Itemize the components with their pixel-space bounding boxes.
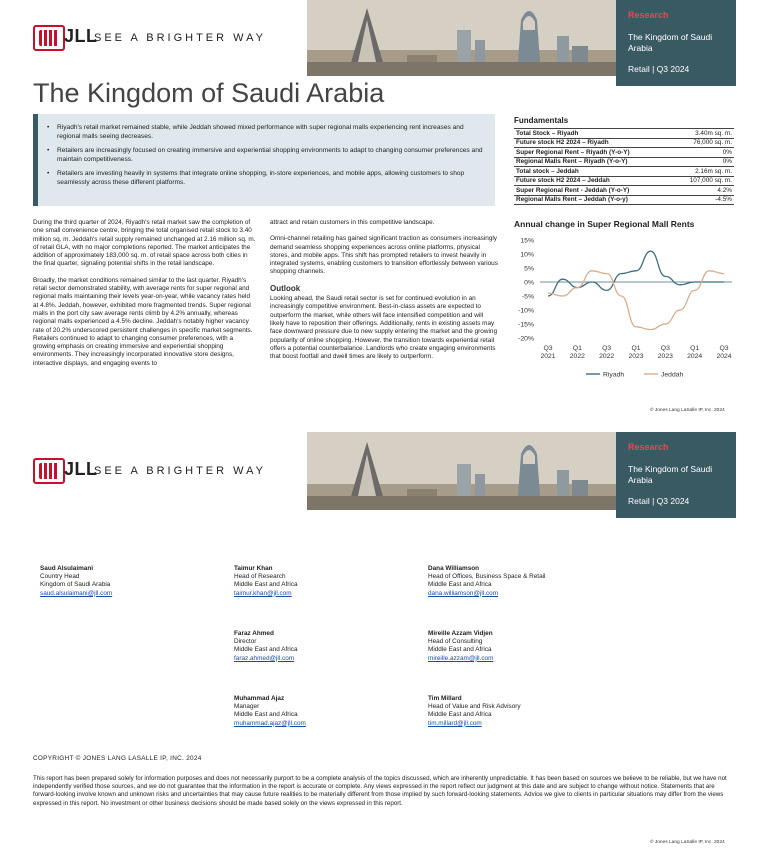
report-label-box [616, 432, 736, 518]
fundamentals-label: Future stock H2 2024 – Riyadh [514, 138, 672, 148]
riyadh-skyline-photo [307, 0, 616, 76]
contact-card: Mireille Azzam Vidjen Head of Consulting Middle East and Africa mireille.azzam@jll.com [428, 630, 618, 663]
fundamentals-row [514, 129, 734, 139]
y-tick-label: -10% [518, 307, 534, 315]
report-subtitle: The Kingdom of Saudi Arabia [628, 464, 713, 485]
fundamentals-value: 3.40m sq. m. [672, 129, 734, 139]
contact-card: Muhammad Ajaz Manager Middle East and Africa muhammad.ajaz@jll.com [234, 695, 424, 728]
x-tick-label: Q3 [660, 345, 670, 352]
report-edition: Retail | Q3 2024 [628, 64, 690, 74]
summary-point: • Retailers are increasingly focused on creating immersive and experiential shopping environments to adapt to changing consumer preferences and maintain competitiveness. [57, 147, 487, 164]
x-tick-label: 2022 [569, 353, 585, 360]
disclaimer-text: This report has been prepared solely for information purposes and does not necessarily purport to be a complete analysis of the topics discussed, which are inherently unpredictable. It has been based on sources we believe to be reliable, but we have not independently verified those sources, and we do not guarantee that the information in the report is accurate or complete. Any views expressed in the report reflect our judgment at this date and are subject to change without notice. Statements that are forward-looking involve known and unknown risks and uncertainties that may cause future realities to be materially different from those implied by such forward-looking statements. Advice we give to clients in particular situations may differ from the views expressed in this report. No investment or other business decisions should be made based solely on the views expressed in this report. [33, 775, 727, 807]
fundamentals-value: 0% [672, 148, 734, 158]
copyright-note: © Jones Lang LaSalle IP, Inc. 2024 [650, 408, 725, 413]
x-tick-label: Q3 [602, 345, 612, 352]
contact-email-link[interactable]: taimur.khan@jll.com [234, 589, 292, 597]
x-tick-label: 2023 [628, 353, 644, 360]
fundamentals-label: Future stock H2 2024 – Jeddah [514, 176, 672, 186]
contact-email-link[interactable]: muhammad.ajaz@jll.com [234, 719, 306, 727]
body-paragraph: During the third quarter of 2024, Riyadh's retail market saw the completion of one small convenience centre, bringing the total organised retail stock to 3.40 million sq. m. Jeddah's retail supply remained unchanged at 2.16 million sq. m. of retail GLA, with no major completions reported. The market anticipates the addition of approximately 183,000 sq. m. of retail space across both cities in the final quarter, signaling potential shifts in the retail landscape. [33, 219, 256, 268]
copyright-note: © Jones Lang LaSalle IP, Inc. 2024 [650, 840, 725, 845]
fundamentals-value: 2.16m sq. m. [672, 167, 734, 177]
contact-card: Dana Williamson Head of Offices, Business Space & Retail Middle East and Africa dana.williamson@jll.com [428, 565, 618, 598]
fundamentals-label: Total Stock – Riyadh [514, 129, 672, 139]
y-tick-label: 15% [520, 237, 534, 245]
contact-email-link[interactable]: saud.alsulaimani@jll.com [40, 589, 113, 597]
legend-label: Jeddah [661, 371, 684, 379]
x-tick-label: 2023 [657, 353, 673, 360]
tagline: SEE A BRIGHTER WAY [94, 465, 266, 477]
chart-title: Annual change in Super Regional Mall Rents [514, 219, 695, 229]
y-tick-label: -20% [518, 335, 534, 343]
copyright-heading: COPYRIGHT © JONES LANG LASALLE IP, INC. 2024 [33, 755, 202, 762]
report-label-box [616, 0, 736, 86]
logo-text: JLL [64, 459, 98, 479]
fundamentals-value: 107,000 sq. m. [672, 176, 734, 186]
body-column-2 [270, 219, 498, 369]
fundamentals-row [514, 186, 734, 196]
contact-email-link[interactable]: tim.millard@jll.com [428, 719, 482, 727]
fundamentals-value: 76,000 sq. m. [672, 138, 734, 148]
x-tick-label: Q3 [719, 345, 729, 352]
body-paragraph: Broadly, the market conditions remained similar to the last quarter. Riyadh's retail sector demonstrated stability, with average rents for super regional and regional malls maintaining their levels year-on-year, while vacancy rates held at 4.8%. Jeddah, however, exhibited more fragmented trends. Super regional malls in the port city saw average rents climb by 4.2% annually, whereas regional malls experienced a 4.5% decline. Jeddah's notably higher vacancy rate of 20.2% underscored persistent challenges in specific market segments. Retailers continued to adapt to changing consumer preferences, with a growing emphasis on creating immersive and experiential shopping environments. They increasingly incorporated innovative store designs, interactive displays, and engaging events to [33, 276, 253, 367]
fundamentals-label: Super Regional Rent - Jeddah (Y-o-Y) [514, 186, 672, 196]
summary-box [33, 114, 495, 206]
fundamentals-row [514, 148, 734, 158]
report-edition: Retail | Q3 2024 [628, 496, 690, 506]
rent-change-chart [508, 230, 740, 388]
y-tick-label: -15% [518, 321, 534, 329]
fundamentals-value: 4.2% [672, 186, 734, 196]
fundamentals-row [514, 176, 734, 186]
x-tick-label: 2021 [540, 353, 556, 360]
contact-card: Faraz Ahmed Director Middle East and Africa faraz.ahmed@jll.com [234, 630, 424, 663]
riyadh-skyline-photo [307, 432, 616, 510]
page-title: The Kingdom of Saudi Arabia [33, 78, 385, 108]
contact-card: Tim Millard Head of Value and Risk Advisory Middle East and Africa tim.millard@jll.com [428, 695, 618, 728]
contact-email-link[interactable]: faraz.ahmed@jll.com [234, 654, 295, 662]
x-tick-label: 2022 [599, 353, 615, 360]
contact-email-link[interactable]: dana.williamson@jll.com [428, 589, 499, 597]
logo-text: JLL [64, 26, 98, 46]
x-tick-label: Q1 [690, 345, 700, 352]
contact-card: Taimur Khan Head of Research Middle East and Africa taimur.khan@jll.com [234, 565, 424, 598]
outlook-paragraph: Looking ahead, the Saudi retail sector is set for continued evolution in an increasingly competitive environment. Best-in-class assets are expected to outperform the market, while others will face intensified competition and will likely have to reposition their offerings. Additionally, rents in existing assets may face downward pressure due to new supply entering the market and the growing popularity of online shopping. However, the transition towards experiential retail offers a potential counterbalance. Landlords who create engaging environments that boost footfall and dwell times are likely to outperform. [270, 295, 498, 361]
fundamentals-row [514, 167, 734, 177]
series-line-jeddah [548, 271, 724, 330]
fundamentals-label: Regional Malls Rent – Riyadh (Y-o-Y) [514, 157, 672, 167]
y-tick-label: 0% [524, 279, 534, 287]
body-paragraph: Omni-channel retailing has gained significant traction as consumers increasingly demand seamless shopping experiences across online platforms, physical stores, and mobile apps. This shift has prompted retailers to invest heavily in integrated systems, enabling customers to transition effortlessly between various shopping channels. [270, 235, 498, 276]
fundamentals-value: -4.5% [672, 195, 734, 205]
fundamentals-value: 0% [672, 157, 734, 167]
x-tick-label: 2024 [687, 353, 703, 360]
summary-point: • Riyadh's retail market remained stable, while Jeddah showed mixed performance with super regional malls experiencing rent increases and regional malls seeing decreases. [57, 124, 487, 141]
section-label: Research [628, 10, 669, 20]
y-tick-label: 10% [520, 251, 534, 259]
fundamentals-label: Super Regional Rent – Riyadh (Y-o-Y) [514, 148, 672, 158]
y-tick-label: -5% [521, 293, 534, 301]
contact-card: Saud Alsulaimani Country Head Kingdom of Saudi Arabia saud.alsulaimani@jll.com [40, 565, 230, 598]
report-subtitle: The Kingdom of Saudi Arabia [628, 32, 713, 53]
legend-label: Riyadh [603, 371, 625, 379]
fundamentals-title: Fundamentals [514, 116, 569, 125]
fundamentals-row [514, 138, 734, 148]
section-label: Research [628, 442, 669, 452]
outlook-heading: Outlook [270, 283, 301, 293]
body-column-1 [33, 219, 257, 376]
x-tick-label: Q1 [572, 345, 582, 352]
contact-email-link[interactable]: mireille.azzam@jll.com [428, 654, 494, 662]
body-paragraph: attract and retain customers in this competitive landscape. [270, 219, 435, 226]
x-tick-label: Q3 [543, 345, 553, 352]
x-tick-label: 2024 [716, 353, 732, 360]
fundamentals-row [514, 157, 734, 167]
fundamentals-label: Total stock – Jeddah [514, 167, 672, 177]
y-tick-label: 5% [524, 265, 534, 273]
fundamentals-label: Regional Malls Rent – Jeddah (Y-o-y) [514, 195, 672, 205]
fundamentals-row [514, 195, 734, 205]
x-tick-label: Q1 [631, 345, 641, 352]
summary-point: • Retailers are investing heavily in systems that integrate online shopping, in-store experiences, and mobile apps, allowing customers to shop seamlessly across these different platforms. [57, 170, 487, 187]
tagline: SEE A BRIGHTER WAY [94, 32, 266, 44]
fundamentals-table [514, 128, 734, 205]
